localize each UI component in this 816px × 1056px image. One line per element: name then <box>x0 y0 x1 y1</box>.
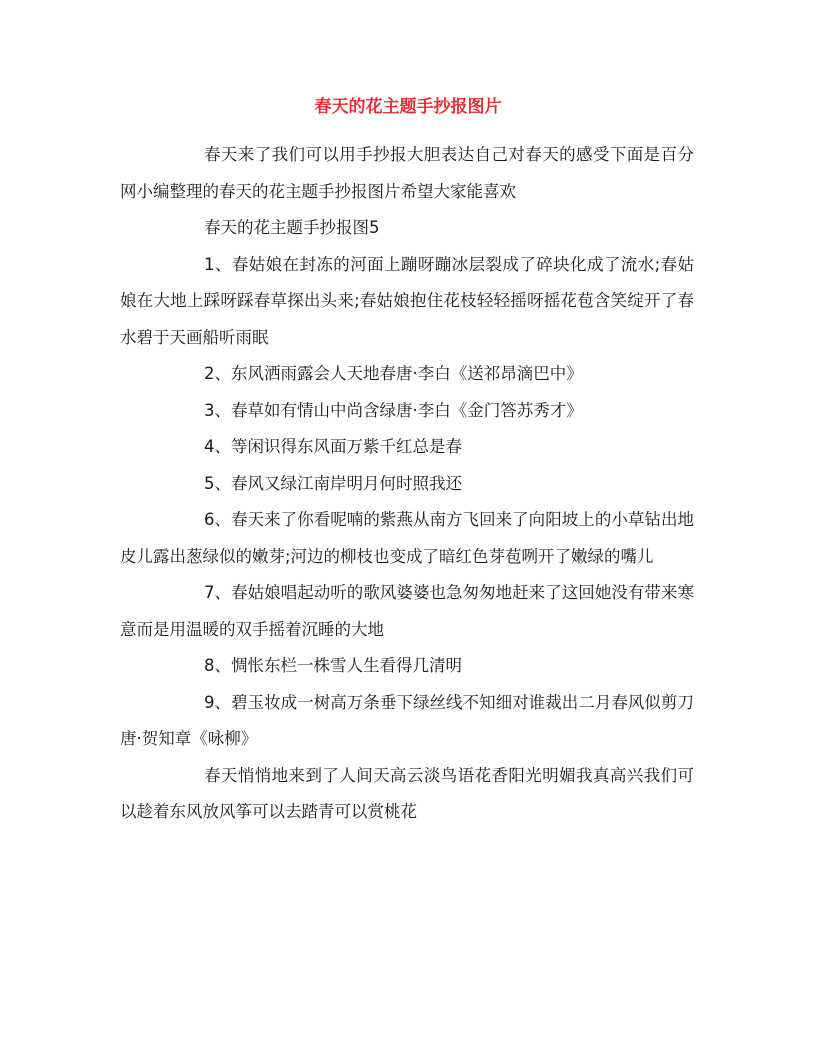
image-caption: 春天的花主题手抄报图5 <box>204 218 380 237</box>
list-item: 2、东风洒雨露会人天地春唐·李白《送祁昂滴巴中》 <box>204 364 583 383</box>
list-item: 6、春天来了你看呢喃的紫燕从南方飞回来了向阳坡上的小草钻出地皮儿露出葱绿似的嫩芽;河边的柳枝也变成了暗红色芽苞咧开了嫩绿的嘴儿 <box>120 510 694 566</box>
list-item: 3、春草如有情山中尚含绿唐·李白《金门答苏秀才》 <box>204 400 583 420</box>
document-body <box>120 137 694 831</box>
list-item: 1、春姑娘在封冻的河面上蹦呀蹦冰层裂成了碎块化成了流水;春姑娘在大地上踩呀踩春草探出头来;春姑娘抱住花枝轻轻摇呀摇花苞含笑绽开了春水碧于天画船听雨眠 <box>120 254 694 347</box>
list-item: 5、春风又绿江南岸明月何时照我还 <box>204 473 462 493</box>
list-item: 9、碧玉妆成一树高万条垂下绿丝线不知细对谁裁出二月春风似剪刀唐·贺知章《咏柳》 <box>120 692 694 748</box>
list-item: 8、惆怅东栏一株雪人生看得几清明 <box>204 656 462 675</box>
document-title: 春天的花主题手抄报图片 <box>314 97 502 117</box>
list-item: 7、春姑娘唱起动听的歌风婆婆也急匆匆地赶来了这回她没有带来寒意而是用温暖的双手摇着沉睡的大地 <box>120 583 694 639</box>
intro-paragraph: 春天来了我们可以用手抄报大胆表达自己对春天的感受下面是百分网小编整理的春天的花主题手抄报图片希望大家能喜欢 <box>120 145 694 201</box>
list-item: 4、等闲识得东风面万紫千红总是春 <box>204 437 462 456</box>
closing-paragraph: 春天悄悄地来到了人间天高云淡鸟语花香阳光明媚我真高兴我们可以趁着东风放风筝可以去踏青可以赏桃花 <box>120 765 694 821</box>
